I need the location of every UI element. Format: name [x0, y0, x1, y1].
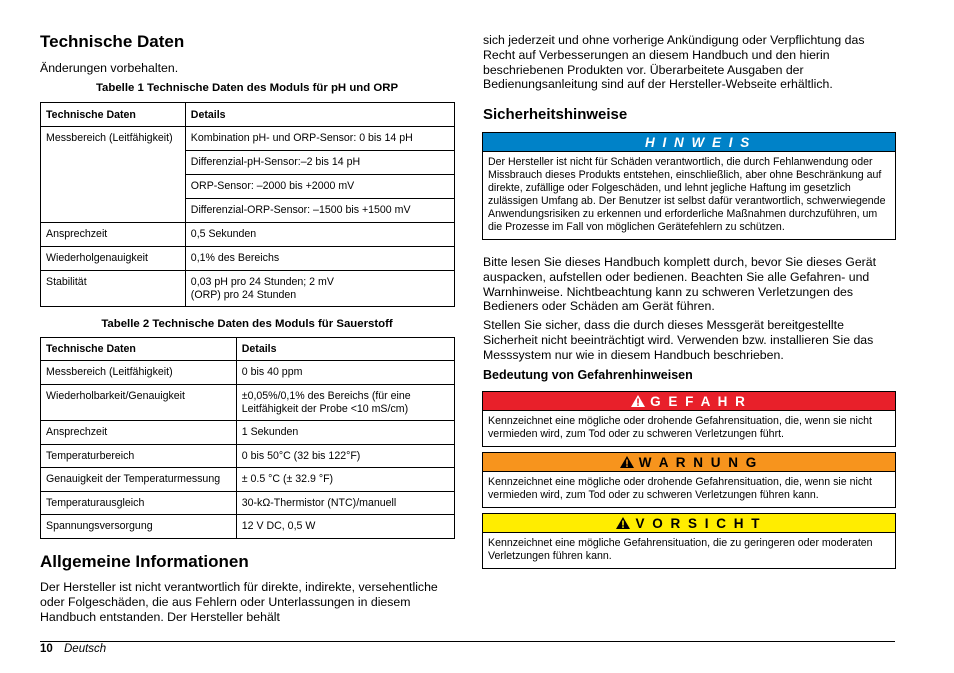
table-cell: 1 Sekunden [236, 421, 454, 445]
paragraph-safety: Stellen Sie sicher, dass die durch dieses Messgerät bereitgestellte Sicherheit nicht beeinträchtigt wird. Verwenden bzw. installieren Sie das Messsystem nur wie in diesem Handbuch beschrieben. [483, 318, 874, 362]
table-row [41, 223, 455, 247]
table-row [41, 445, 455, 468]
note-text: Änderungen vorbehalten. [40, 61, 179, 75]
paragraph-read-manual: Bitte lesen Sie dieses Handbuch komplett durch, bevor Sie dieses Gerät auspacken, aufstellen oder bedienen. Beachten Sie alle Gefahren- und Warnhinweise. Nichtbeachtung kann zu schweren Verletzungen des Bedieners oder Schäden am Gerät führen. [483, 255, 877, 314]
table-row [41, 271, 455, 307]
table-cell: 0 bis 50°C (32 bis 122°F) [236, 445, 454, 468]
table-cell: Spannungsversorgung [41, 515, 237, 539]
notice-text: Der Hersteller ist nicht für Schäden verantwortlich, die durch Fehlanwendung oder Missbrauch dieses Produkts entstehen, einschließlich, aber ohne Beschränkung auf direkte, zufällige oder Folgeschäden, und lehnt jegliche Haftung im gesetzlich zulässigen Umfang ab. Der Benutzer ist selbst dafür verantwortlich, schwerwiegende Anwendungsrisiken zu erkennen und erforderliche Maßnahmen durchzuführen, um die Prozesse im Fall von möglichen Gerätefehlern zu schützen. [483, 151, 895, 239]
table1-caption: Tabelle 1 Technische Daten des Moduls für pH und ORP [95, 82, 399, 94]
table-cell: Genauigkeit der Temperaturmessung [41, 468, 237, 492]
table-row [41, 247, 455, 271]
notice-label: H I N W E I S [645, 134, 752, 150]
hazard-text: Kennzeichnet eine mögliche oder drohende Gefahrensituation, die, wenn sie nicht vermieden wird, zum Tod oder zu schweren Verletzungen führen kann. [483, 471, 895, 507]
footer [40, 643, 106, 655]
table-cell: Ansprechzeit [41, 421, 237, 445]
footer-language: Deutsch [64, 643, 107, 655]
table-cell: Differenzial-ORP-Sensor: –1500 bis +1500 mV [185, 199, 454, 223]
footer-divider [40, 641, 895, 642]
table-cell: Wiederholbarkeit/Genauigkeit [41, 385, 237, 421]
hazard-box-vorsicht [482, 513, 896, 569]
warning-triangle-icon [616, 517, 630, 529]
table-row [41, 468, 455, 492]
table-row [41, 515, 455, 539]
table-row [41, 421, 455, 445]
table-oxygen [40, 337, 455, 539]
section-title-allgemeine-informationen: Allgemeine Informationen [40, 552, 249, 571]
table1-header-param: Technische Daten [41, 103, 186, 127]
table-cell: ±0,05%/0,1% des Bereichs (für eine Leitfähigkeit der Probe <10 mS/cm) [236, 385, 454, 421]
notice-box-hinweis [482, 132, 896, 240]
table-cell: 12 V DC, 0,5 W [236, 515, 454, 539]
table2-header-param: Technische Daten [41, 338, 237, 361]
warning-triangle-icon [620, 456, 634, 468]
table2-header-details: Details [236, 338, 454, 361]
hazard-label: G E F A H R [650, 393, 747, 409]
table-cell: Temperaturbereich [41, 445, 237, 468]
table-cell: Messbereich (Leitfähigkeit) [41, 127, 186, 223]
table-cell: Ansprechzeit [41, 223, 186, 247]
table-row [41, 492, 455, 515]
table-cell: ORP-Sensor: –2000 bis +2000 mV [185, 175, 454, 199]
hazard-box-warnung [482, 452, 896, 508]
hazard-label: W A R N U N G [638, 454, 759, 470]
table-cell: 0,1% des Bereichs [185, 247, 454, 271]
table-cell: Differenzial-pH-Sensor:–2 bis 14 pH [185, 151, 454, 175]
hazard-box-header [483, 514, 895, 532]
section-title-sicherheitshinweise: Sicherheitshinweise [483, 106, 628, 123]
section-title-technische-daten: Technische Daten [40, 32, 185, 51]
warning-triangle-icon [631, 395, 645, 407]
table-cell: Temperaturausgleich [41, 492, 237, 515]
table-cell: ± 0.5 °C (± 32.9 °F) [236, 468, 454, 492]
hazard-text: Kennzeichnet eine mögliche oder drohende Gefahrensituation, die, wenn sie nicht vermieden wird, zum Tod oder zu schweren Verletzungen führt. [483, 410, 895, 446]
table-ph-orp [40, 102, 455, 307]
table-cell: 0,03 pH pro 24 Stunden; 2 mV (ORP) pro 24 Stunden [185, 271, 454, 307]
table-cell: Messbereich (Leitfähigkeit) [41, 361, 237, 385]
hazard-box-gefahr [482, 391, 896, 447]
paragraph-allgemeine-informationen: Der Hersteller ist nicht verantwortlich für direkte, indirekte, versehentliche oder Folgeschäden, die aus Fehlern oder Unterlassungen in diesem Handbuch entstanden. Der Hersteller behält [40, 580, 438, 624]
table-cell: 0 bis 40 ppm [236, 361, 454, 385]
page-number: 10 [40, 643, 53, 655]
notice-box-header [483, 133, 895, 151]
hazard-label: V O R S I C H T [635, 515, 762, 531]
table-row [41, 361, 455, 385]
hazard-box-header [483, 392, 895, 410]
table1-header-details: Details [185, 103, 454, 127]
table-cell: 30-kΩ-Thermistor (NTC)/manuell [236, 492, 454, 515]
hazard-text: Kennzeichnet eine mögliche Gefahrensituation, die zu geringeren oder moderaten Verletzungen führen kann. [483, 532, 895, 568]
hazard-box-header [483, 453, 895, 471]
table2-caption: Tabelle 2 Technische Daten des Moduls für Sauerstoff [101, 318, 393, 330]
table-cell: Stabilität [41, 271, 186, 307]
subsection-title-gefahrenhinweise: Bedeutung von Gefahrenhinweisen [483, 368, 693, 382]
paragraph-continuation: sich jederzeit und ohne vorherige Ankündigung oder Verpflichtung das Recht auf Verbesserungen an diesem Handbuch und den hierin beschriebenen Produkten vor. Überarbeitete Ausgaben der Bedienungsanleitung sind auf der Hersteller-Webseite erhältlich. [483, 33, 865, 92]
table-cell: Kombination pH- und ORP-Sensor: 0 bis 14 pH [185, 127, 454, 151]
table-cell: 0,5 Sekunden [185, 223, 454, 247]
table-row [41, 385, 455, 421]
table-cell: Wiederholgenauigkeit [41, 247, 186, 271]
